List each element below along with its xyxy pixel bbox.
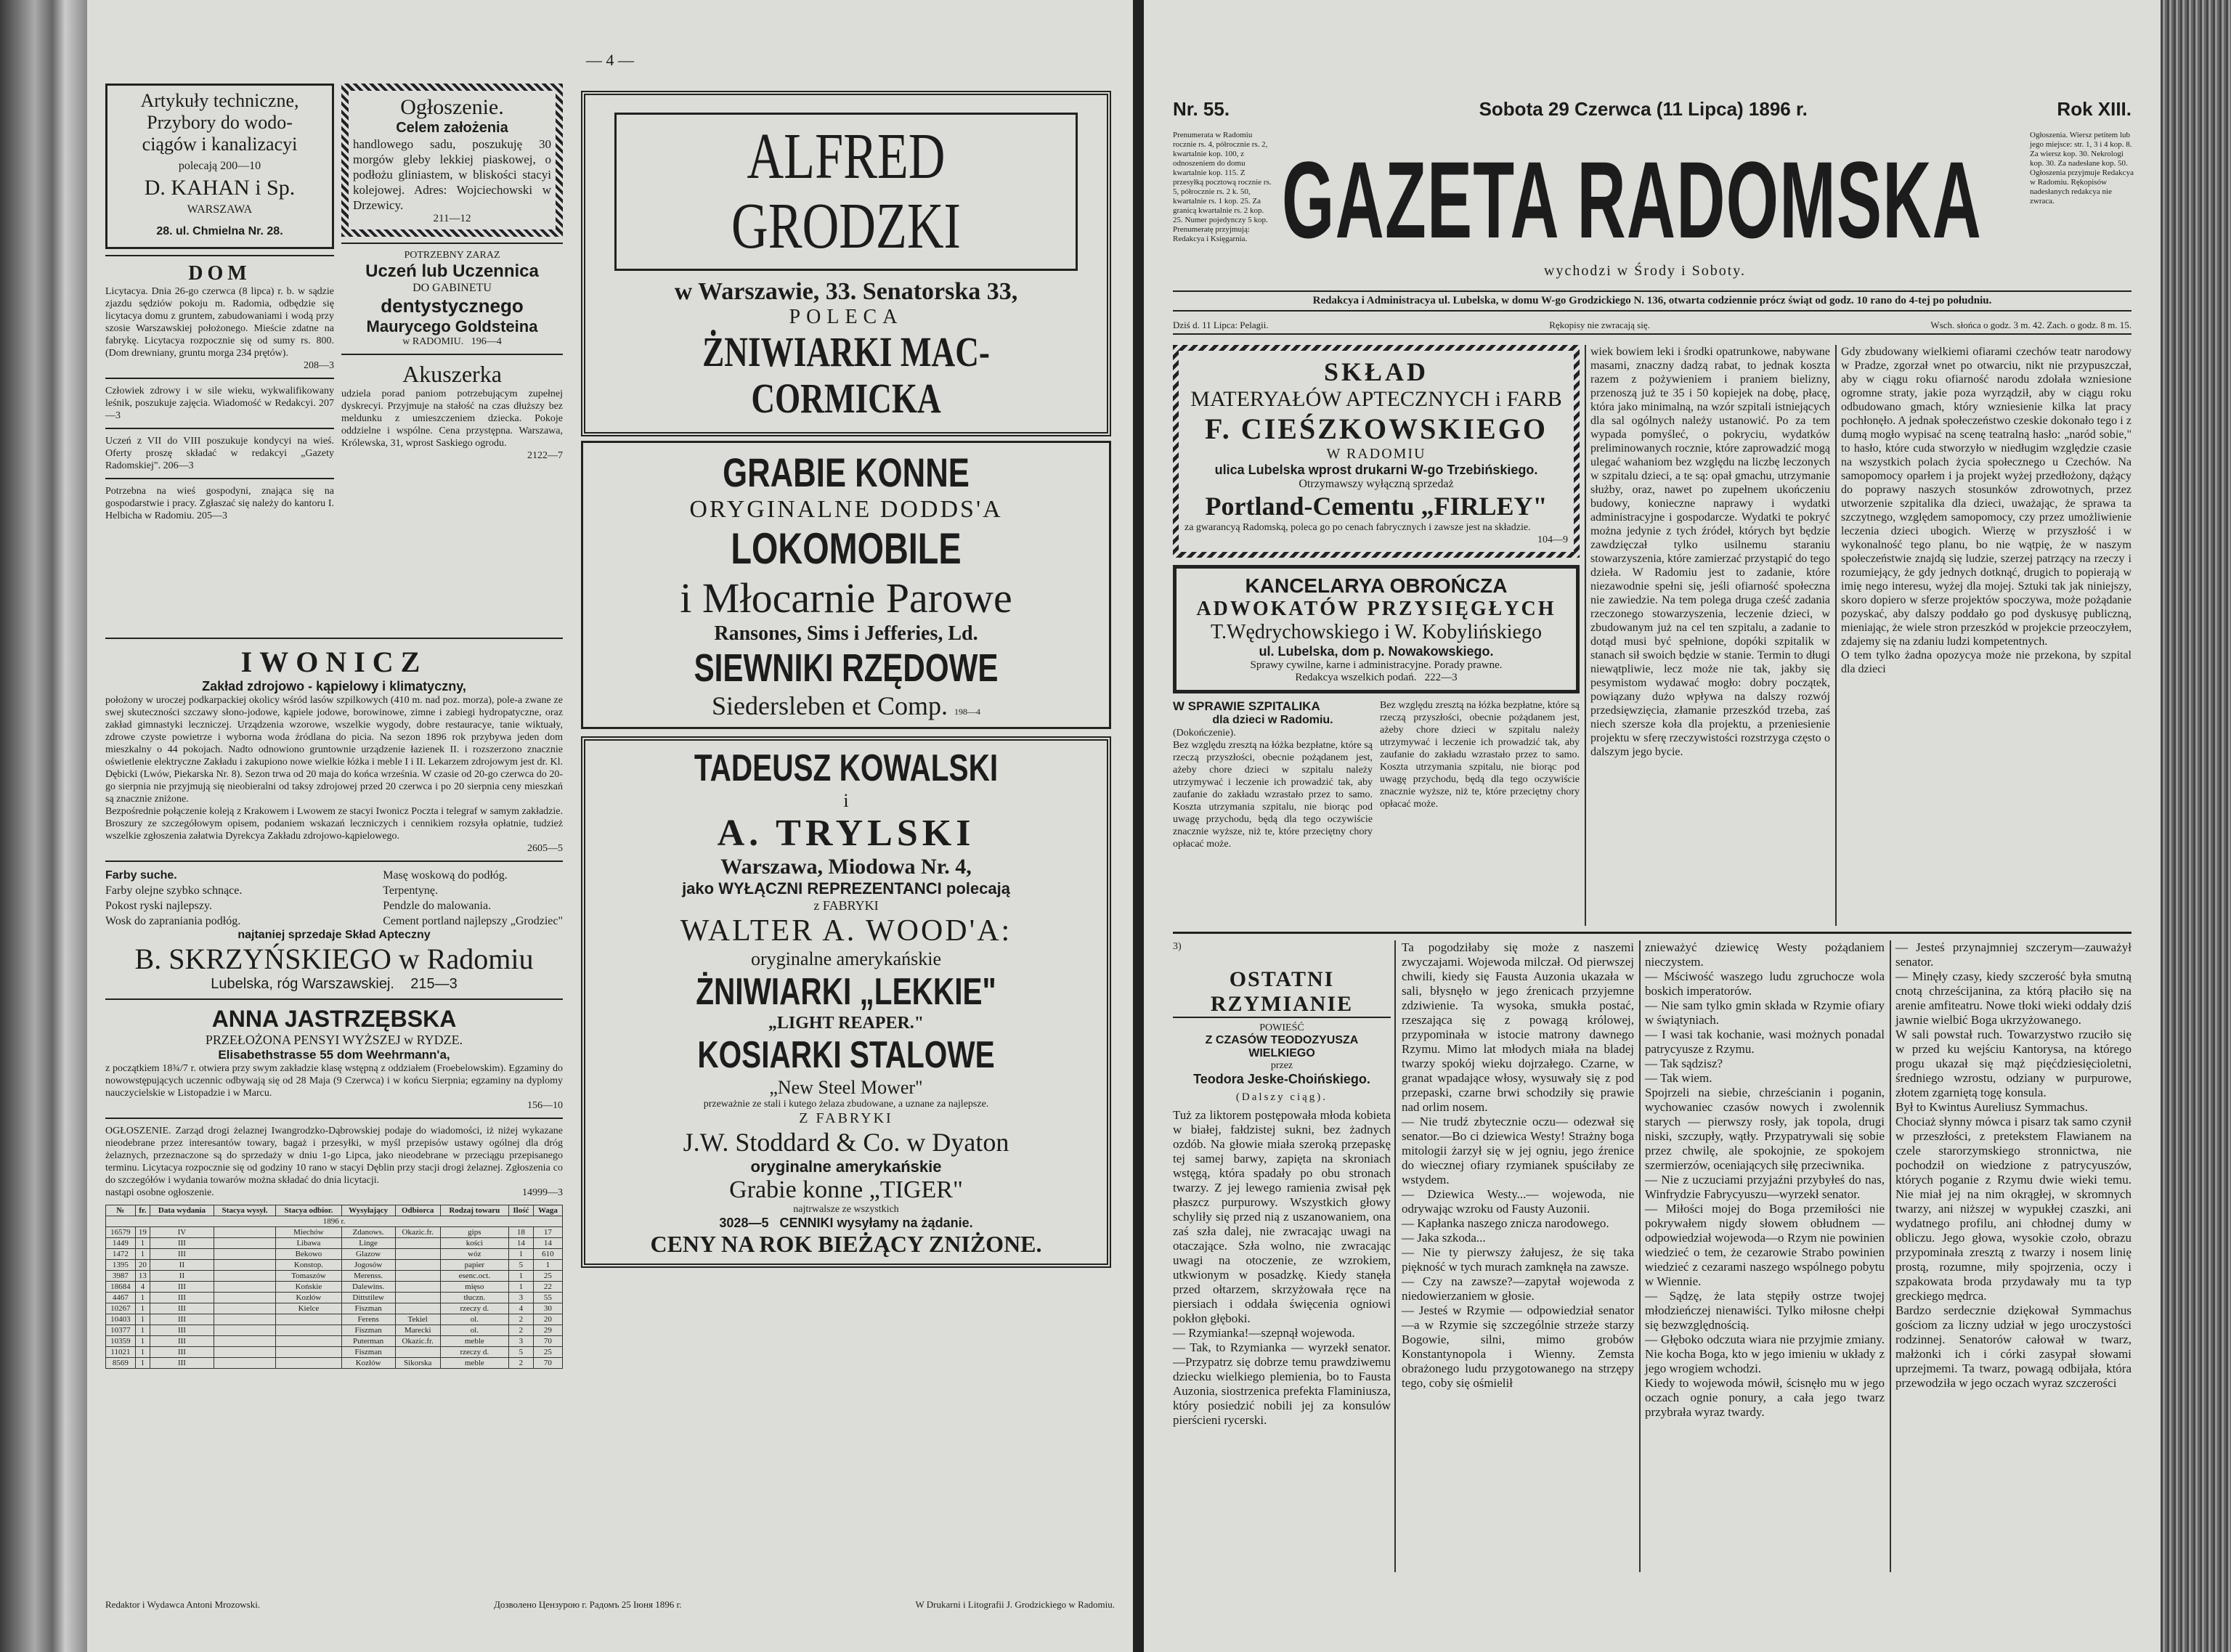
kahan-ad [105, 84, 334, 249]
iwonicz-body-2: Bezpośrednie połączenie koleją z Krakowem i Lwowem ze stacyi Iwonicz Poczta i telegraf w samym zakładzie. Broszury ze szczegółowym opisem, podaniem wskazań leczniczych i cennikiem rozsyła opłatnie, tudzież wszelkie zgłoszenia załatwia Dyrekcya Zakładu zdrojowo-kąpielowego. [105, 806, 563, 842]
table-row [106, 1347, 563, 1358]
table-cell: 1 [533, 1260, 562, 1271]
akuszerka-ad: Akuszerka udziela porad paniom potrzebującym zupełnej dyskrecyi. Przyjmuje na stałość na czas dłuższy bez meldunku z umieszczeniem dziecka. Pokoje oddzielne i wspólne. Cena przystępna. Warszawa, Królewska, 31, wprost Saskiego ogrodu. 2122—7 [341, 361, 563, 461]
table-cell: 10267 [106, 1303, 136, 1314]
table-cell: IV [150, 1227, 214, 1238]
table-cell: Dittstilew [341, 1293, 395, 1303]
table-cell: 1395 [106, 1260, 136, 1271]
table-cell: 1 [135, 1314, 150, 1325]
table-cell: esenc.oct. [440, 1271, 508, 1282]
kahan-line-1: Artykuły techniczne, [140, 90, 299, 111]
table-cell: 16579 [106, 1227, 136, 1238]
table-cell: 1 [508, 1271, 533, 1282]
table-cell: 1449 [106, 1238, 136, 1249]
table-row [106, 1238, 563, 1249]
novel-column-3: znieważyć dziewicę Westy pożądaniem nieczystem. — Mściwość waszego ludu zgruchocze wola boskich imperatorów. — Nie sam tylko gmin składa w Rzymie ofiary w świątyniach. — I wasi tak kochanie, wasi możnych ponadal patrycyusze z Rzymu. — Tak sądzisz? — Tak wiem. Spojrzeli na siebie, chrześcianin i poganin, wychowaniec czasów nowych i zwolennik starych — pierwszy rosły, jak topola, drugi niski, szczupły, wątły. Przypatrywali się sobie przez chwilę, ale spokojnie, ze spokojem szermierzów, oceniających siłę przeciwnika. — Nie z uczuciami przyjaźni przybyłeś do nas, Winfrydzie Fabrycyuszu—wyrzekł senator. — Miłości mojej do Boga przemiłości nie pokrywałem nigdy słowem obłudnem — odpowiedział wojewoda—o Rzym nie powinien wiedzieć o tem, że cezarowie Strabo powinien wiedzieć z cezarami naszego wspólnego pobytu w Wiennie. — Sądzę, że lata stępiły ostrze twojej młodzieńczej nienawiści. Tylko miłosne chełpi się bezwzględnością. — Głęboko odczuta wiara nie przyjmie zmiany. Nie kocha Boga, kto w jego imieniu w układy z jego wrogiem wchodzi. Kiedy to wojewoda mówił, ścisnęło mu w jego oczach ognie ponury, a cała jego twarz przybrała wyraz twardy. [1645, 940, 1885, 1419]
table-cell: III [150, 1303, 214, 1314]
ogloszenie-title: Ogłoszenie. [400, 95, 504, 119]
book-spine [1133, 0, 1144, 1652]
table-row [106, 1249, 563, 1260]
table-row [106, 1303, 563, 1314]
table-cell: Końskie [276, 1282, 341, 1293]
table-cell: Tekiel [395, 1314, 440, 1325]
table-cell [214, 1303, 275, 1314]
kahan-ref: 200—10 [220, 160, 261, 172]
table-cell: Kozłów [341, 1358, 395, 1369]
table-cell: Okazic.fr. [395, 1227, 440, 1238]
table-row [106, 1271, 563, 1282]
right-page [1144, 0, 2161, 1652]
ogloszenie-body: handlowego sadu, poszukuję 30 morgów gleby lekkiej piaskowej, o podłożu gliniastem, w bliskości stacyi kolejowej. Adres: Wojciechowski w Drzewicy. [353, 137, 551, 212]
left-page-footer [105, 1599, 1115, 1611]
table-cell: 1 [135, 1325, 150, 1336]
table-cell: Bekowo [276, 1249, 341, 1260]
szpital-article: W SPRAWIE SZPITALIKA dla dzieci w Radomiu. (Dokończenie). Bez względu zresztą na łóżka bezpłatne, które są rzeczą przyszłości, obecnie pożądanem jest, ażeby chore dzieci w szpitalu należy utrzymywać i leczenie ich prowadzić tak, aby zaufanie do zakładu wzrastało przez to samo. Koszta utrzymania szpitalu, nie biorąc pod uwagę przychodu, będą dla tego oczywiście znacznie wyższe, niż te, które przeciętny chory opłacać może. Bez względu zresztą na łóżka bezpłatne, które są rzeczą przyszłości, obecnie pożądanem jest, ażeby chore dzieci w szpitalu należy utrzymywać i leczenie ich prowadzić tak, aby zaufanie do zakładu wzrastało przez to samo. Koszta utrzymania szpitalu, nie biorąc pod uwagę przychodu, będą dla tego oczywiście znacznie wyższe, niż te, które przeciętny chory opłacać może. [1173, 699, 1580, 850]
table-cell: Zdanows. [341, 1227, 395, 1238]
page-number: — 4 — [586, 51, 634, 69]
table-cell [214, 1249, 275, 1260]
table-cell [214, 1347, 275, 1358]
table-cell: 25 [533, 1271, 562, 1282]
table-cell [214, 1227, 275, 1238]
table-row [106, 1358, 563, 1369]
novel-column-1: 3) OSTATNI RZYMIANIE POWIEŚĆ Z CZASÓW TEODOZYUSZA WIELKIEGO przez Teodora Jeske-Choińskiego. (Dalszy ciąg). Tuż za liktorem postępowała młoda kobieta w białej, fałdzistej sukni, bez żadnych ozdób. Na głowie miała szeroką przepaskę tej samej barwy, zapięta na skroniach wstęgą, która spadały po obu stronach twarzy. Z jej lewego ramienia zwisał pęk płaszcz purpurowy. Wszystkich głowy schyliły się przed nią z uszanowaniem, ona zaś szła dalej, nie zwracając uwagi na otaczające. Szła wolno, nie zwracając uwagi na otoczenie, ze wzrokiem, utkwionym w posadzkę. Kiedy stanęła przed ołtarzem, skrzyżowała ręce na piersiach i oddała święcenia ogniowi pokłon głęboki. — Rzymianka!—szepnął wojewoda. — Tak, to Rzymianka — wyrzekł senator.—Przypatrz się dobrze temu prawdziwemu dziecku wielkiego plemienia, bo to Fausta Auzonia, siostrzenica prefekta Flaminiusza, który posiedzić nobili jej za konsulów pierścieni rycerski. [1173, 941, 1391, 1427]
table-cell: mięso [440, 1282, 508, 1293]
issue-number: Nr. 55. [1173, 98, 1230, 120]
table-cell: 1 [135, 1293, 150, 1303]
grodzki-headline: ŻNIWIARKI MAC-CORMICKA [702, 328, 990, 422]
table-cell: Miechów [276, 1227, 341, 1238]
table-cell [214, 1314, 275, 1325]
table-cell: 18 [508, 1227, 533, 1238]
table-cell [395, 1293, 440, 1303]
table-cell: 3 [508, 1336, 533, 1347]
table-cell [395, 1347, 440, 1358]
footer-censor: Дозволено Цензурою г. Радомъ 25 Iюня 1896 г. [494, 1599, 682, 1610]
table-cell: Kozłów [276, 1293, 341, 1303]
table-cell [276, 1314, 341, 1325]
iwonicz-subtitle: Zakład zdrojowo - kąpielowy i klimatyczny, [202, 679, 466, 693]
table-cell: III [150, 1293, 214, 1303]
skrzynski-name: B. SKRZYŃSKIEGO w Radomiu [134, 943, 534, 975]
ogloszenie-ad [341, 84, 563, 237]
novel-title: OSTATNI RZYMIANIE [1173, 967, 1391, 1018]
table-cell [395, 1249, 440, 1260]
table-cell: 2 [508, 1358, 533, 1369]
table-cell: 8569 [106, 1358, 136, 1369]
table-cell: Fiszman [341, 1325, 395, 1336]
dom-ref: 208—3 [304, 360, 334, 371]
table-cell [214, 1282, 275, 1293]
table-cell [395, 1271, 440, 1282]
table-cell: III [150, 1347, 214, 1358]
table-header: Odbiorca [395, 1205, 440, 1216]
table-cell: 30 [533, 1303, 562, 1314]
kowalski-ad: TADEUSZ KOWALSKI i A. TRYLSKI Warszawa, Miodowa Nr. 4, jako WYŁĄCZNI REPREZENTANCI polecają z FABRYKI WALTER A. WOOD'A: oryginalne amerykańskie ŻNIWIARKI „LEKKIE" „LIGHT REAPER." KOSIARKI STALOWE „New Steel Mower" przeważnie ze stali i kutego żelaza zbudowane, a uznane za najlepsze. Z FABRYKI J.W. Stoddard & Co. w Dyaton oryginalne amerykańskie Grabie konne „TIGER" najtrwalsze ze wszystkich 3028—5 CENNIKI wysyłamy na żądanie. CENY NA ROK BIEŻĄCY ZNIŻONE. [581, 736, 1111, 1268]
table-cell: 1 [135, 1303, 150, 1314]
uczen-ad: POTRZEBNY ZARAZ Uczeń lub Uczennica DO GABINETU dentystycznego Maurycego Goldsteina w RADOMIU. 196—4 [341, 250, 563, 348]
table-cell: 20 [135, 1260, 150, 1271]
table-cell: III [150, 1325, 214, 1336]
table-cell [214, 1271, 275, 1282]
table-cell: II [150, 1260, 214, 1271]
sklad-ad: SKŁAD MATERYAŁÓW APTECZNYCH i FARB F. CIEŚZKOWSKIEGO W RADOMIU ulica Lubelska wprost drukarni W-go Trzebińskiego. Otrzymawszy wyłączną sprzedaż Portland-Cementu „FIRLEY" za gwarancyą Radomską, poleca go po cenach fabrycznych i zawsze jest na składzie. 104—9 [1184, 357, 1568, 545]
dom-title: DOM [188, 262, 251, 285]
dom-ad [105, 262, 334, 372]
table-cell: 10359 [106, 1336, 136, 1347]
table-header: Ilość [508, 1205, 533, 1216]
table-cell: 2 [508, 1325, 533, 1336]
uczen-title: Uczeń lub Uczennica [365, 261, 539, 281]
table-cell: 19 [135, 1227, 150, 1238]
table-cell: 610 [533, 1249, 562, 1260]
table-row [106, 1325, 563, 1336]
subscription-box: Prenumerata w Radomiu rocznie rs. 4, półrocznie rs. 2, kwartalnie kop. 100, z odnoszeniem do domu kwartalnie kop. 115. Z przesyłką pocztową rocznie rs. 5, półrocznie rs. 2 k. 50, kwartalnie rs. 1 kop. 25. Za granicą kwartalnie rs. 2 kop. 25. Numer pojedynczy 5 kop. Prenumeratę przyjmują: Redakcya i Księgarnia. [1173, 131, 1272, 243]
kahan-city: WARSZAWA [187, 203, 253, 216]
paints-list: Farby suche. Farby olejne szybko schnące. Pokost ryski najlepszy. Wosk do zapraniania podłóg. Masę woskową do podłóg. Terpentynę. Pendzle do malowania. Cement portland najlepszy „Grodziec" [105, 869, 563, 927]
jastrzebska-title: ANNA JASTRZĘBSKA [211, 1006, 457, 1032]
iwonicz-title: IWONICZ [240, 646, 428, 678]
right-binding-edge [2161, 0, 2231, 1652]
table-cell: 3 [508, 1293, 533, 1303]
cargo-table [105, 1205, 563, 1369]
kahan-line-4: polecają [178, 160, 218, 172]
table-header: Rodzaj towaru [440, 1205, 508, 1216]
article-column-a: wiek bowiem leki i środki opatrunkowe, nabywane masami, znaczny dadzą rabat, to jednak koszta razem z pożywieniem i praniem bielizny, przenoszą już te 35 i 50 kopiejek na dobę, płacę, która jako minimalną, na wzór szpitali istniejących dla sal ogólnych należy ustanowić. Po za tem wypada pomyśleć, o pokryciu, wydatków preliminowanych rocznie, które zaprowadzić mogą ulegać wahaniom bez względu na liczbę leczonych w szpitalu dzieci, a te są: opał gmachu, utrzymanie służby, oraz, nawet po zupełnem ukończeniu budowy, konieczne naprawy i wydatki administracyjne i gospodarcze. Wydatki te pokryć można jedynie z tych źródeł, których byt będzie zawdzięczał tylko usilnemu staraniu stowarzyszenia, które zamierzać przystąpić do tego dzieła. W Radomiu jest to zadanie, które niezawodnie spełni się, jeśli ofiarność społeczna nie zawiedzie. Na tem polega druga cześć zadania rzeczonego stowarzyszenia, leczenie dzieci, w zbudowanym już na cel ten szpitalu, a zadanie to dotąd musi być spełnione, dopóki szpitalik w stanach sił swoich będzie w stanie. Termin to długi niewątpliwie, lecz może nie tak, jakby się pesymistom wydawać mogło: dobry początek, powiązany dużo wpływa na dalszy rozwój przedsięwzięcia, złamanie przeszkód trzeba, zaś niech szersze koła dla projektu, a przeniesienie projektu w sferę rzeczywistości rozstrzyga często o dalszym jego bycie. [1590, 346, 1830, 758]
akuszerka-title: Akuszerka [402, 361, 502, 387]
railway-notice: OGŁOSZENIE. Zarząd drogi żelaznej Iwangrodzko-Dąbrowskiej podaje do wiadomości, iż niżej wykazane nieodebrane przez interesantów towary, bagaż i przesyłki, w myśl przepisów ustawy ogólnej dla dróg żelaznych, przeznaczone są do sprzedaży w dniu 1-go Lipca, jako nieodebrane w przeciągu przepisanego terminu. Licytacya rozpocznie się od godziny 10 rano w stacyi Dęblin przy stacji drogi żelaznej. Zgłoszenia co do szczegółów i wydania towarów można składać do dnia licytacji. [105, 1126, 563, 1186]
table-cell: Glazow [341, 1249, 395, 1260]
table-cell: Linge [341, 1238, 395, 1249]
table-cell: 1 [508, 1249, 533, 1260]
table-cell [395, 1260, 440, 1271]
table-cell [395, 1238, 440, 1249]
table-cell [214, 1325, 275, 1336]
table-header: Wysyłający [341, 1205, 395, 1216]
table-cell: 1 [135, 1249, 150, 1260]
grodzki-ad: ALFRED GRODZKI w Warszawie, 33. Senatorska 33, POLECA ŻNIWIARKI MAC-CORMICKA [581, 91, 1111, 436]
small-ad-1: Człowiek zdrowy i w sile wieku, wykwalifikowany leśnik, poszukuje zajęcia. Wiadomość w Redakcyi. 207—3 [105, 386, 334, 421]
table-cell [214, 1336, 275, 1347]
table-cell: Merenss. [341, 1271, 395, 1282]
table-cell [395, 1282, 440, 1293]
table-cell [395, 1303, 440, 1314]
table-cell: Konstop. [276, 1260, 341, 1271]
table-cell: 20 [533, 1314, 562, 1325]
ogloszenie-ref: 211—12 [433, 213, 471, 224]
table-row [106, 1282, 563, 1293]
table-year: 1896 r. [106, 1216, 563, 1227]
table-cell: ol. [440, 1325, 508, 1336]
table-row [106, 1227, 563, 1238]
table-cell: kości [440, 1238, 508, 1249]
table-cell: 4467 [106, 1293, 136, 1303]
kahan-line-2: Przybory do wodo- [147, 112, 293, 133]
ogloszenie-subtitle: Celem założenia [396, 120, 508, 136]
table-cell: wóz [440, 1249, 508, 1260]
table-cell: Sikorska [395, 1358, 440, 1369]
issue-header [1173, 98, 2132, 121]
table-cell: 1 [135, 1238, 150, 1249]
novel-column-2: Ta pogodziłaby się może z naszemi zwyczajami. Wojewoda milczał. Od pierwszej chwili, kiedy się Fausta Auzonia ukazała w sali, błysnęło w jego źrenicach przyjemne zdziwienie. Ta wysoka, smukła postać, rzeszająca się z powagą królowej, przypominała w istocie matrony dawnego Rzymu. Mimo lat młodych miała na bladej twarzy spokój wieku dojrzałego. Czarne, w granat wpadające włosy, wysuwały się z pod przepaski, czarne brwi schodziły się prawie nad orlim nosem. — Nie trudź zbytecznie oczu— odezwał się senator.—Bo ci dziewica Westy! Strażny boga mitologii żarzył się w jej ogniu, jego źrenice do wiecznej ofiary rzymianek spuściłaby ze wstydem. — Dziewica Westy...— wojewoda, nie odrywając wzroku od Fausty Auzonii. — Kapłanka naszego zniczа narodowego. — Jaka szkoda... — Nie ty pierwszy żałujesz, że się taka piękność w tych murach zamknęła na zawsze. — Czy na zawsze?—zapytał wojewoda z niedowierzaniem w głosie. — Jesteś w Rzymie — odpowiedział senator—a w Rzymie się szczególnie strzeże starzy Bogowie, silni, mimo grobów Konstantynopola i Wienny. Zemsta obrażonego ludu przygotowanego na strzępy tego, coby się ośmielił [1402, 940, 1634, 1390]
jastrzebska-body: z początkiem 18¾/7 r. otwiera przy swym zakładzie klasę wstępną z oddziałem (Froebelowskim). Egzaminy do nowowstępujących uczennic odbywają się od 28 Maja (9 Czerwca) i w końcu Sierpnia; egzaminy na dyplomy nauczycielskie w Listopadzie i w Marcu. [105, 1063, 563, 1099]
kahan-name: D. KAHAN i Sp. [144, 176, 296, 200]
kancelarya-ad: KANCELARYA OBROŃCZA ADWOKATÓW PRZYSIĘGŁYCH T.Wędrychowskiego i W. Kobylińskiego ul. Lubelska, dom p. Nowakowskiego. Sprawy cywilne, karne i administracyjne. Porady prawne. Redakcya wszelkich podań. 222—3 [1173, 565, 1580, 693]
table-cell: III [150, 1238, 214, 1249]
grodzki-name: ALFRED GRODZKI [731, 121, 961, 262]
table-cell: II [150, 1271, 214, 1282]
footer-printer: W Drukarni i Litografii J. Grodzickiego w Radomiu. [915, 1599, 1115, 1610]
table-cell: 18684 [106, 1282, 136, 1293]
table-cell: Kielce [276, 1303, 341, 1314]
left-column-1 [105, 84, 334, 522]
table-header: Data wydania [150, 1205, 214, 1216]
table-cell: 29 [533, 1325, 562, 1336]
table-cell: 4 [508, 1303, 533, 1314]
table-cell: Tomaszów [276, 1271, 341, 1282]
table-cell: Ferens [341, 1314, 395, 1325]
table-cell: 1 [135, 1347, 150, 1358]
table-cell: 5 [508, 1260, 533, 1271]
table-cell: papier [440, 1260, 508, 1271]
table-cell: Jogosów [341, 1260, 395, 1271]
footer-editor: Redaktor i Wydawca Antoni Mrozowski. [105, 1599, 261, 1610]
left-wide-area: IWONICZ Zakład zdrojowo - kąpielowy i klimatyczny, położony w uroczej podkarpackiej okolicy wśród lasów szpilkowych (410 m. nad poz. morza), pole-a zwane ze swej skuteczności szczawy słono-jodowe, kąpiele jodowe, borowinowe, zimne i zabiegi hydropatyczne, oraz zakład gimnastyki leczniczej. Urządzenia wzorowe, wszelkie wygody, dobre restauracye, tanie wiktuały, zdrowe czyste powietrze i wyborna woda źródlana do picia. Na sezon 1896 rok przybywa jeden dom mieszkalny o 44 pokojach. Nadto odnowiono gruntownie urządzenie łazienek II. i rozszerzono znacznie oświetlenie elektryczne Zakładu i zakupiono nowe wielkie łóżka i meble I i II. Lekarzem zdrojowym jest dr. Kl. Dębicki (Lwów, Piekarska Nr. 8). Sezon trwa od 20 maja do końca września. W czasie od 20-go czerwca do 20-go sierpnia nie przyjmują się nieobieralni od taksy zdrojowej przed 20 czerwca i po 20 sierpnia ceny mieszkań są znacznie zniżone. Bezpośrednie połączenie koleją z Krakowem i Lwowem ze stacyi Iwonicz Poczta i telegraf w samym zakładzie. Broszury ze szczegółowym opisem, podaniem wskazań leczniczych i cennikiem rozsyła opłatnie, tudzież wszelkie zgłoszenia załatwia Dyrekcya Zakładu zdrojowo-kąpielowego. 2605—5 Farby suche. Farby olejne szybko schnące. Pokost ryski najlepszy. Wosk do zapraniania podłóg. Masę woskową do podłóg. Terpentynę. Pendzle do malowania. Cement portland najlepszy „Grodziec" najtaniej sprzedaje Skład Apteczny B. SKRZYŃSKIEGO w Radomiu Lubelska, róg Warszawskiej. 215—3 ANNA JASTRZĘBSKA PRZEŁOŻONA PENSYI WYŻSZEJ w RYDZE. Elisabethstrasse 55 dom Weehrmann'a, z początkiem 18¾/7 r. otwiera przy swym zakładzie klasę wstępną z oddziałem (Froebelowskim). Egzaminy do nowowstępujących uczennic odbywają się od 28 Maja (9 Czerwca) i w końcu Sierpnia; egzaminy na dyplomy nauczycielskie w Listopadzie i w Marcu. 156—10 OGŁOSZENIE. Zarząd drogi żelaznej Iwangrodzko-Dąbrowskiej podaje do wiadomości, iż niżej wykazane nieodebrane przez interesantów towary, bagaż i przesyłki, w myśl przepisów ustawy ogólnej dla dróg żelaznych, przeznaczone są do sprzedaży w dniu 1-go Lipca, jako nieodebrane w przeciągu przepisanego terminu. Licytacya rozpocznie się od godziny 10 rano w stacyi Dęblin przy stacji drogi żelaznej. Zgłoszenia co do szczegółów i wydania towarów można składać do dnia licytacji. nastąpi osobne ogłoszenie. 14999—3 № fr. Data wydania Stacya wysył. Stacya odbior. Wysyłający Odbiorca Rodzaj towaru Ilość Waga 1896 r. 16579 19 IV Miechów Zdanows. Okazic.fr. gips 18 17 1449 1 III Libawa Linge kości 14 14 1472 1 III Bekowo Glazow wóz 1 610 1395 20 II Konstop. Jogosów papier 5 1 3987 13 II Tomaszów Merenss. esenc.oct. 1 25 18684 4 III Końskie Dalewins. mięso 1 22 4467 1 III Kozłów Dittstilew tłuczn. 3 55 10267 1 III Kielce Fiszman rzeczy d. 4 30 10403 1 III Ferens Tekiel ol. 2 20 10377 1 III Fiszman Marecki ol. 2 29 10359 1 III Puterman Okazic.fr. meble 3 70 11021 1 III Fiszman rzeczy d. 5 25 8569 1 III Kozłów Sikorska meble 2 70 [105, 632, 563, 1369]
table-cell: III [150, 1282, 214, 1293]
table-cell: Fiszman [341, 1347, 395, 1358]
small-ad-3: Potrzebna na wieś gospodyni, znająca się na gospodarstwie i pracy. Zgłaszać się należy do kantoru I. Helbicha w Radomiu. 205—3 [105, 486, 334, 521]
advert-rates-box: Ogłoszenia. Wiersz petitem lub jego miejsce: str. 1, 3 i 4 kop. 8. Za wiersz kop. 30. Nekrologi kop. 30. Za nadesłane kop. 50. Ogłoszenia przyjmuje Redakcya w Radomiu. Rękopisów nadesłanych redakcya nie zwraca. [2030, 131, 2134, 206]
novel-column-4: — Jesteś przynajmniej szczerym—zauważył senator. — Minęły czasy, kiedy szczerość była smutną cnotą chrześcijanina, za którą płaciło się na arenie amfiteatru. Nowe tłoki wieki oddały dziś jawnie wielbić Boga ukrzyżowanego. W sali powstał ruch. Towarzystwo rzuciło się w przed ku wejściu Kantorysa, na którego progu ukazał się mąż pięćdziesięcioletni, średniego wzrostu, odziany w purpurowe, złotem zgarniętą togę konsula. Był to Kwintus Aureliusz Symmachus. Chociaż słynny mówca i pisarz tak samo czynił w przeszłości, z pretekstem Flawianem na czele starorzymskiego stronnictwa, nie pochodził on wiedzione z patrycyuszów, których poganie z Rzymu dwie wieki temu. Nie miał jej na nim okrągłej, w skromnych twarzy, ani niższej w wypukłej czaszki, ani wydatnego profilu, ani chłodnej dumy w obliczu. Jego głowa, wysokie czoło, obrazu przypominała zresztą z twarzy i nosem linię prostą, rozumne, miły spojrzenia, oczy i szpakowata broda przydawały mu ta typ greckiego mędrca. Bardzo serdecznie dziękował Symmachus gościom za liczny udział w jego uroczystości rodzinnej. Senatorów całował w twarz, małżonki ich i córki zasypał słowami uprzejmemi. Ta twarz, powagą odbijała, która przewodziła w jego oczach wyraz szczerości [1895, 940, 2132, 1390]
left-column-2 [341, 84, 563, 462]
table-cell: 70 [533, 1358, 562, 1369]
table-cell: Dalewins. [341, 1282, 395, 1293]
article-column-b: Gdy zbudowany wielkiemi ofiarami czechów teatr narodowy w Pradze, zgorzał wnet po otwarciu, nikt nie przypuszczał, aby w ciągu roku ofiarność narodu zdołała wzniesione ogromne straty, jakie poza wyrządził, aby w ciągu roku odbudowano gmach, który wzniesienie kilka lat pracy pochłonęło. A jednak społeczeństwo czeskie dokonało tego i z dumą mogło wypisać na scenę teatralną hasło: „naród sobie," to hasło, które cuda stworzyło w niedługim względzie czasie na wszystkich polach życia społecznego u Czechów. Na samopomocy oparłem i ja projekt wyżej przedłożony, dążący do poprawy naszych stosunków zdrowotnych, przez utworzenie szpitalika dla dzieci, uważając, że sprawa ta szczytnego, względem samopomocy, czy przez umożliwienie leczenia dzieci ubogich. Wierzę w przyszłość i w wykonalność tego planu, bo nie wątpię, że w naszym społeczeństwie znajdą się ludzie, szerzej patrzący na rzeczy i rozumiejący, że gdy jednych dotknąć, drugich to popierają w imię nego interesu, wyżej dla mojej. Sztuki tak jak niniejszy, skoro dopiero w sferze projektów spoczywa, może pożądanie pozyskać, aby dalszy poddało go pod dyskusyę publiczną, mieniając, że wiele stron przeszkód w projekcie przeoczyłem, zdajemy się na zdaniu ludzi kompetentnych. O tem tylko żadna opozycya może nie przekona, by szpital dla dzieci [1841, 346, 2132, 675]
table-cell: 11021 [106, 1347, 136, 1358]
machines-ad: GRABIE KONNE ORYGINALNE DODDS'A LOKOMOBILE i Młocarnie Parowe Ransones, Sims i Jefferies, Ld. SIEWNIKI RZĘDOWE Siedersleben et Comp. 198—4 [581, 441, 1111, 729]
table-cell: Libawa [276, 1238, 341, 1249]
table-cell: 1 [508, 1282, 533, 1293]
table-cell [214, 1260, 275, 1271]
table-cell: 14 [508, 1238, 533, 1249]
table-header: Stacya odbior. [276, 1205, 341, 1216]
table-cell: rzeczy d. [440, 1347, 508, 1358]
table-cell [276, 1325, 341, 1336]
issue-year: Rok XIII. [2057, 98, 2132, 120]
table-cell: 70 [533, 1336, 562, 1347]
table-cell: rzeczy d. [440, 1303, 508, 1314]
table-cell [276, 1347, 341, 1358]
table-cell [214, 1358, 275, 1369]
table-cell: Puterman [341, 1336, 395, 1347]
masthead-subtitle: wychodzi w Środy i Soboty. [1544, 263, 1746, 279]
table-header: fr. [135, 1205, 150, 1216]
table-cell: 2 [508, 1314, 533, 1325]
kahan-line-3: ciągów i kanalizacyi [142, 134, 298, 155]
table-header: Waga [533, 1205, 562, 1216]
table-row [106, 1314, 563, 1325]
left-binding-edge [0, 0, 87, 1652]
table-cell: 25 [533, 1347, 562, 1358]
table-cell: 1 [135, 1358, 150, 1369]
table-cell: 10377 [106, 1325, 136, 1336]
table-cell: III [150, 1314, 214, 1325]
table-cell: III [150, 1336, 214, 1347]
table-cell [214, 1238, 275, 1249]
small-ad-2: Uczeń z VII do VIII poszukuje kondycyi na wieś. Oferty proszę składać w redakcyi „Gazety Radomskiej". 206—3 [105, 436, 334, 471]
dom-body: Licytacya. Dnia 26-go czerwca (8 lipca) r. b. w sądzie zjazdu sędziów pokoju m. Radomia, odbędzie się licytacya domu z gruntem, zabudowaniami i wodą przy szosie Warszawskiej położonego. Mieście zdatne na fabrykę. Licytacya rozpocznie się od sumy rs. 800. (Dom drewniany, gruntu morga 234 prętów). [105, 286, 334, 359]
table-cell: Fiszman [341, 1303, 395, 1314]
table-cell: 14 [533, 1238, 562, 1249]
table-row [106, 1260, 563, 1271]
table-cell: gips [440, 1227, 508, 1238]
grodzki-address: w Warszawie, 33. Senatorska 33, [674, 278, 1018, 305]
table-cell: meble [440, 1336, 508, 1347]
table-cell: 22 [533, 1282, 562, 1293]
left-column-3 [581, 91, 1111, 1268]
table-cell: ol. [440, 1314, 508, 1325]
masthead: GAZETA RADOMSKA [1282, 139, 1983, 261]
table-cell: Okazic.fr. [395, 1336, 440, 1347]
table-cell: Marecki [395, 1325, 440, 1336]
left-page [87, 0, 1133, 1652]
issue-date: Sobota 29 Czerwca (11 Lipca) 1896 r. [1479, 98, 1808, 120]
table-cell: 1472 [106, 1249, 136, 1260]
table-cell: 10403 [106, 1314, 136, 1325]
akuszerka-body: udziela porad paniom potrzebującym zupełnej dyskrecyi. Przyjmuje na stałość na czas dłuższy bez meldunku z umieszczeniem dziecka. Pokoje oddzielne i wspólne. Cena przystępna. Warszawa, Królewska, 31, wprost Saskiego ogrodu. [341, 388, 563, 449]
table-cell: 4 [135, 1282, 150, 1293]
feuilleton-rule [1173, 932, 2132, 934]
table-cell: 17 [533, 1227, 562, 1238]
table-cell: 1 [135, 1336, 150, 1347]
table-cell [276, 1358, 341, 1369]
table-header: Stacya wysył. [214, 1205, 275, 1216]
info-bar: Dziś d. 11 Lipca: Pelagii. Rękopisy nie zwracają się. Wsch. słońca o godz. 3 m. 42. Zach. o godz. 8 m. 15. [1173, 320, 2132, 335]
table-row [106, 1336, 563, 1347]
table-cell: 5 [508, 1347, 533, 1358]
table-cell: meble [440, 1358, 508, 1369]
right-ads-column [1173, 345, 1580, 850]
table-cell: tłuczn. [440, 1293, 508, 1303]
table-cell: 55 [533, 1293, 562, 1303]
editorial-line: Redakcya i Administracya ul. Lubelska, w domu W-go Grodzickiego N. 136, otwarta codziennie prócz świąt od godz. 10 rano do 4-tej po południu. [1173, 290, 2132, 312]
iwonicz-body: położony w uroczej podkarpackiej okolicy wśród lasów szpilkowych (410 m. nad poz. morza), pole-a zwane ze swej skuteczności szczawy słono-jodowe, kąpiele jodowe, borowinowe, zimne i zabiegi hydropatyczne, oraz zakład gimnastyki leczniczej. Urządzenia wzorowe, wszelkie wygody, dobre restauracye, tanie wiktuały, zdrowe czyste powietrze i wyborna woda źródlana do picia. Na sezon 1896 rok przybywa jeden dom mieszkalny o 44 pokojach. Nadto odnowiono gruntownie urządzenie łazienek II. i rozszerzono znacznie oświetlenie elektryczne Zakładu i zakupiono nowe wielkie łóżka i meble I i II. Lekarzem zdrojowym jest dr. Kl. Dębicki (Lwów, Piekarska Nr. 8). Sezon trwa od 20 maja do końca września. W czasie od 20-go czerwca do 20-go sierpnia nie przyjmują się nieobieralni od taksy zdrojowej przed 20 czerwca i po 20 sierpnia ceny mieszkań są znacznie zniżone. [105, 695, 563, 805]
novel-author: Teodora Jeske-Choińskiego. [1193, 1072, 1370, 1086]
kahan-address: 28. ul. Chmielna Nr. 28. [156, 225, 283, 237]
table-header: № [106, 1205, 136, 1216]
table-row [106, 1293, 563, 1303]
table-cell [276, 1336, 341, 1347]
table-cell: 13 [135, 1271, 150, 1282]
table-cell: III [150, 1249, 214, 1260]
table-cell: III [150, 1358, 214, 1369]
table-cell: 3987 [106, 1271, 136, 1282]
table-cell [214, 1293, 275, 1303]
